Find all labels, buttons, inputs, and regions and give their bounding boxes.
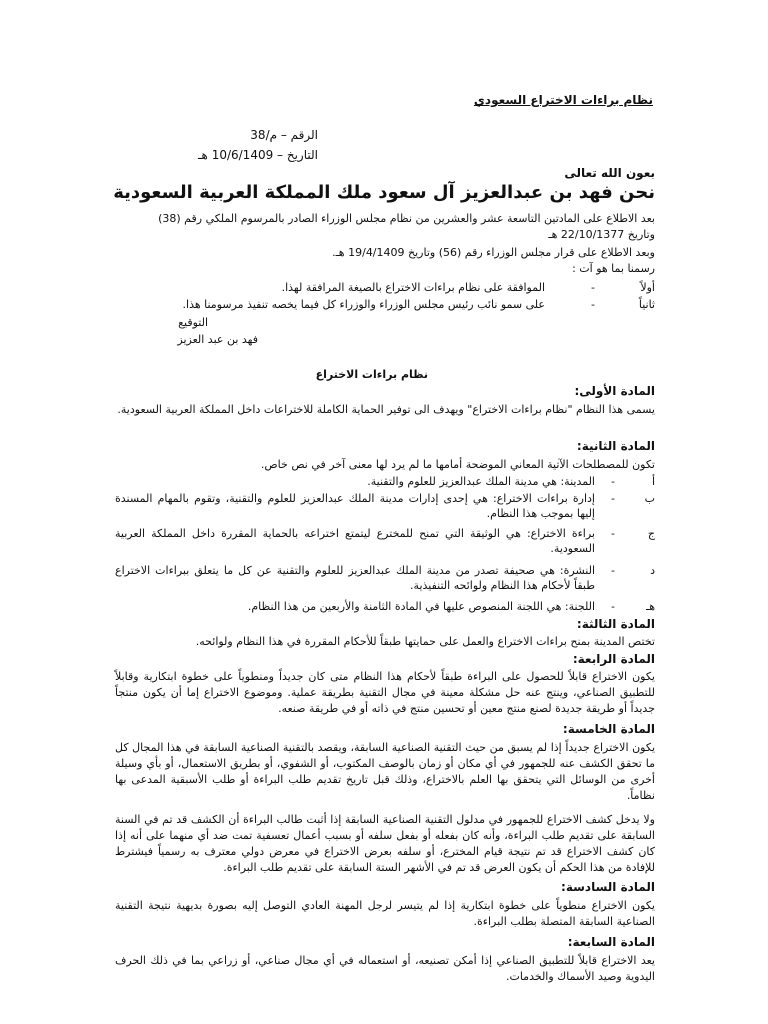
definition-text: المدينة: هي مدينة الملك عبدالعزيز للعلوم والتقنية. xyxy=(367,475,595,488)
article-3-heading: المادة الثالثة: xyxy=(576,617,655,631)
definition-item: أ - المدينة: هي مدينة الملك عبدالعزيز للعلوم والتقنية. xyxy=(115,474,655,490)
definition-item: هـ - اللجنة: هي اللجنة المنصوص عليها في المادة الثامنة والأربعين من هذا النظام. xyxy=(115,599,655,615)
definition-text: إدارة براءات الاختراع: هي إحدى إدارات مدينة الملك عبدالعزيز للعلوم والتقنية، وتقوم بالمهام المسندة إليها بموجب هذا النظام. xyxy=(115,492,595,520)
decree-item-text: الموافقة على نظام براءات الاختراع بالصيغة المرافقة لهذا. xyxy=(281,281,545,294)
definition-text: براءة الاختراع: هي الوثيقة التي تمنح للمخترع ليتمتع اختراعه بالحماية المقررة داخل المملكة العربية السعودية. xyxy=(115,527,595,555)
king-title: نحن فهد بن عبدالعزيز آل سعود ملك المملكة العربية السعودية xyxy=(113,182,655,203)
reference-number: الرقم – م/38 xyxy=(250,128,318,142)
basmala: بعون الله تعالى xyxy=(564,166,655,180)
decree-item: ثانياً - على سمو نائب رئيس مجلس الوزراء والوزراء كل فيما يخصه تنفيذ مرسومنا هذا. xyxy=(115,297,655,313)
definition-text: النشرة: هي صحيفة تصدر من مدينة الملك عبدالعزيز للعلوم والتقنية عن كل ما يتعلق ببراءات الاختراع طبقاً لأحكام هذا النظام ولوائحه التنفيذية. xyxy=(115,564,595,592)
reference-date: التاريخ – 10/6/1409 هـ xyxy=(198,148,318,162)
definition-item: ج - براءة الاختراع: هي الوثيقة التي تمنح للمخترع ليتمتع اختراعه بالحماية المقررة داخل المملكة العربية السعودية. xyxy=(115,527,655,555)
article-4-heading: المادة الرابعة: xyxy=(572,652,655,666)
article-5-text: يكون الاختراع جديداً إذا لم يسبق من حيث التقنية الصناعية السابقة، ويقصد بالتقنية الصناعية السابقة في هذا المجال كل ما تحقق الكشف عنه للجمهور في أي مكان أو زمان بالوصف المكتوب، أو الشفوي، أو بطريق الاستعمال، أو بأي وسيلة أخرى من الوسائل التي يتحقق بها العلم بالاختراع، وذلك قبل تاريخ تقديم طلب البراءة أو طلب الأسبقية المدعى بها نظاماً. xyxy=(115,741,655,802)
article-6-heading: المادة السادسة: xyxy=(561,880,655,894)
article-1-text: يسمى هذا النظام "نظام براءات الاختراع" ويهدف الى توفير الحماية الكاملة للاختراعات داخل المملكة العربية السعودية. xyxy=(117,403,655,416)
preamble-line-3: وبعد الاطلاع على قرار مجلس الوزراء رقم (56) وتاريخ 19/4/1409 هـ. xyxy=(332,246,655,259)
preamble-line-1: بعد الاطلاع على المادتين التاسعة عشر والعشرين من نظام مجلس الوزراء الصادر بالمرسوم الملكي رقم (38) xyxy=(158,212,655,225)
article-2-intro: تكون للمصطلحات الآتية المعاني الموضحة أمامها ما لم يرد لها معنى آخر في نص خاص. xyxy=(260,458,655,471)
preamble-line-4: رسمنا بما هو آت : xyxy=(572,262,655,275)
definition-text: اللجنة: هي اللجنة المنصوص عليها في المادة الثامنة والأربعين من هذا النظام. xyxy=(247,600,595,613)
definition-label: أ xyxy=(651,475,655,488)
decree-item: أولاً - الموافقة على نظام براءات الاختراع بالصيغة المرافقة لهذا. xyxy=(115,280,655,296)
decree-item-label: أولاً xyxy=(640,281,655,294)
definition-item: د - النشرة: هي صحيفة تصدر من مدينة الملك عبدالعزيز للعلوم والتقنية عن كل ما يتعلق ببراءات الاختراع طبقاً لأحكام هذا النظام ولوائحه التنفيذية. xyxy=(115,564,655,592)
article-7-text: يعد الاختراع قابلاً للتطبيق الصناعي إذا أمكن تصنيعه، أو استعماله في أي مجال صناعي، أو زراعي بما في ذلك الحرف اليدوية وصيد الأسماك والخدمات. xyxy=(115,954,655,983)
definition-label: د xyxy=(650,564,655,577)
signature-name: فهد بن عبد العزيز xyxy=(177,333,258,346)
definition-label: ب xyxy=(644,492,655,505)
preamble-line-2: وتاريخ 22/10/1377 هـ xyxy=(548,228,655,241)
article-7-heading: المادة السابعة: xyxy=(567,935,655,949)
article-2-heading: المادة الثانية: xyxy=(576,439,655,453)
article-5-heading: المادة الخامسة: xyxy=(562,722,655,736)
document-title: نظام براءات الاختراع السعودي xyxy=(473,93,653,107)
system-title: نظام براءات الاختراع xyxy=(315,368,428,381)
article-6-text: يكون الاختراع منطوياً على خطوة ابتكارية إذا لم يتيسر لرجل المهنة العادي التوصل إليه بصورة بديهية نتيجة التقنية الصناعية السابقة المتصلة بطلب البراءة. xyxy=(115,899,655,928)
article-1-heading: المادة الأولى: xyxy=(574,384,655,398)
definition-label: هـ xyxy=(645,600,655,613)
article-5-text-2: ولا يدخل كشف الاختراع للجمهور في مدلول التقنية الصناعية السابقة إذا أثبت طالب البراءة أن الكشف قد تم في السنة السابقة على تقديم طلب البراءة، وأنه كان بفعله أو بفعل سلفه أو بسبب أعمال تعسفية تمت ضد أي منهما على أنه إذا كان كشف الاختراع قد تم نتيجة قيام المخترع، أو سلفه بعرض الاختراع في معرض دولي معترف به رسمياً فيشترط للإفادة من هذا الحكم أن يكون العرض قد تم في الأشهر الستة السابقة على تقديم طلب البراءة. xyxy=(115,813,655,874)
definition-item: ب - إدارة براءات الاختراع: هي إحدى إدارات مدينة الملك عبدالعزيز للعلوم والتقنية، وتقوم بالمهام المسندة إليها بموجب هذا النظام. xyxy=(115,492,655,520)
definition-label: ج xyxy=(647,527,655,540)
decree-item-text: على سمو نائب رئيس مجلس الوزراء والوزراء كل فيما يخصه تنفيذ مرسومنا هذا. xyxy=(182,298,545,311)
article-4-text: يكون الاختراع قابلاً للحصول على البراءة طبقاً لأحكام هذا النظام متى كان جديداً ومنطوياً على خطوة ابتكارية وقابلاً للتطبيق الصناعي، وينتج عنه حل مشكلة معينة في مجال التقنية بطريقة عملية. وموضوع الاختراع إما أن يكون منتجاً جديداً أو طريقة جديدة لصنع منتج معين أو تحسين منتج في ذاته أو في طريقة صنعه. xyxy=(115,670,655,715)
signature-label: التوقيع xyxy=(178,316,208,329)
article-3-text: تختص المدينة بمنح براءات الاختراع والعمل على حمايتها طبقاً للأحكام المقررة في هذا النظام ولوائحه. xyxy=(195,635,655,648)
decree-item-label: ثانياً xyxy=(638,298,655,311)
